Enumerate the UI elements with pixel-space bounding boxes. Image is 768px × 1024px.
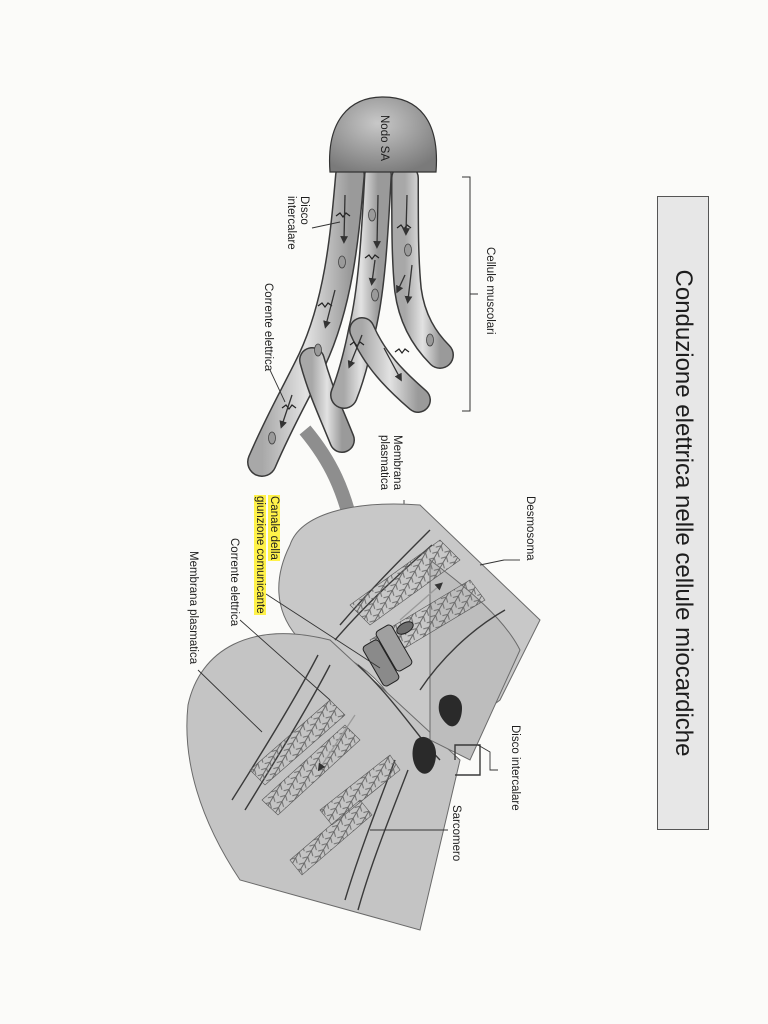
- cellule-muscolari-bracket: [462, 177, 478, 411]
- label-disco-intercalare-bottom: Disco intercalare: [509, 725, 521, 811]
- label-membrana-plasmatica-top-line-2: plasmatica: [378, 435, 390, 490]
- label-canale-line-1: [267, 495, 280, 561]
- muscle-fiber: [405, 178, 440, 355]
- highlighted-giunzione: giunzione comunicante: [254, 496, 266, 614]
- label-sarcomero: Sarcomero: [450, 805, 462, 862]
- label-membrana-plasmatica-top-line-1: Membrana: [391, 435, 403, 490]
- label-disco-intercalare-line-1: Disco: [298, 196, 310, 225]
- label-disco-intercalare-line-2: intercalare: [285, 196, 297, 250]
- page-title: Conduzione elettrica nelle cellule miocardiche: [670, 269, 697, 757]
- label-corrente-elettrica-top: Corrente elettrica: [262, 283, 274, 372]
- label-membrana-plasmatica-bottom: Membrana plasmatica: [187, 551, 199, 665]
- label-desmosoma: Desmosoma: [524, 496, 536, 561]
- label-canale-line-2: [253, 495, 266, 615]
- muscle-fibers-illustration: [262, 97, 440, 462]
- label-corrente-elettrica-bottom: Corrente elettrica: [228, 538, 240, 627]
- muscle-fiber: [362, 330, 418, 400]
- highlighted-canale: Canale della: [268, 496, 280, 560]
- label-cellule-muscolari: Cellule muscolari: [484, 247, 496, 335]
- label-nodo-sa: Nodo SA: [378, 115, 390, 162]
